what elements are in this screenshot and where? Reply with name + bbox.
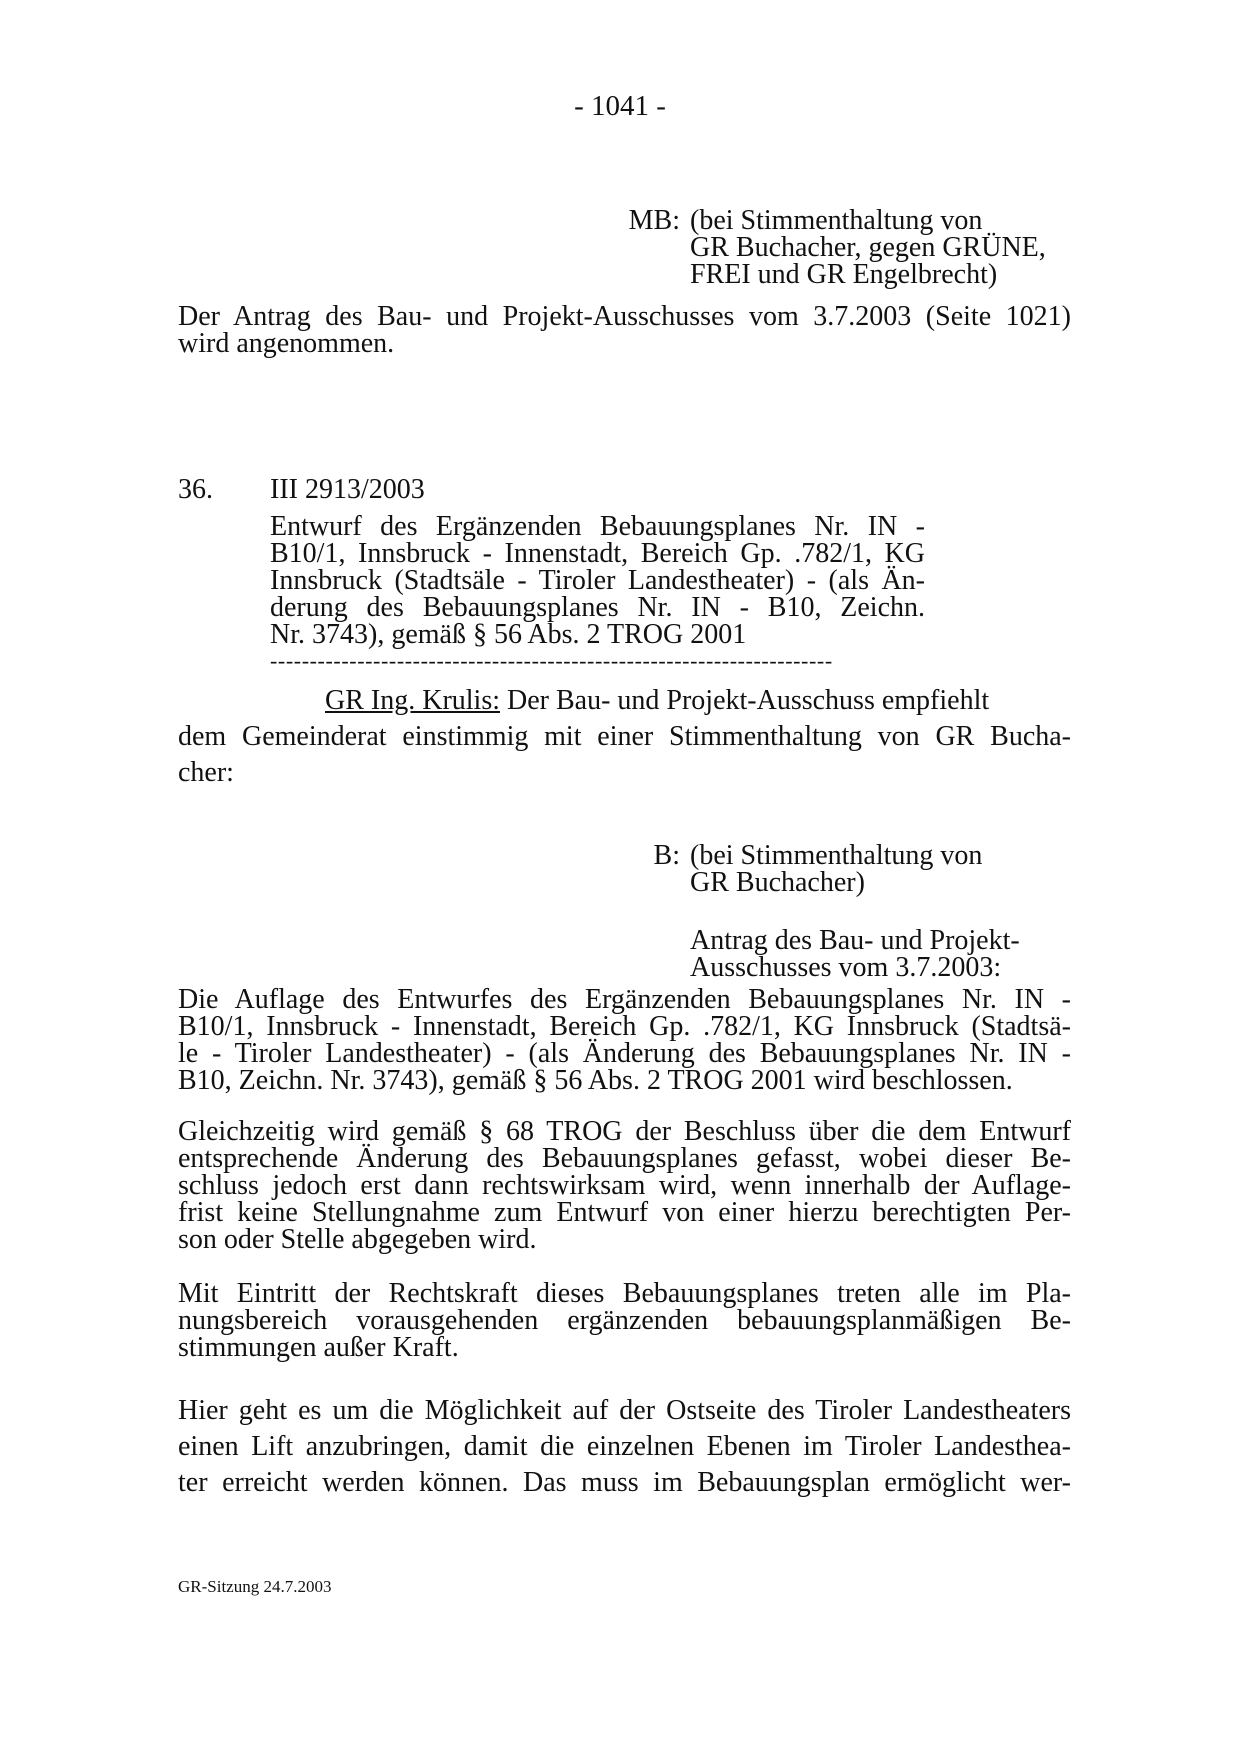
subject-line: Nr. 3743), gemäß § 56 Abs. 2 TROG 2001	[270, 619, 747, 650]
text-line: ter erreicht werden können. Das muss im Bebauungsplan ermöglicht wer-	[178, 1467, 1071, 1498]
speech-paragraph	[178, 1393, 1071, 1501]
text-line: frist keine Stellungnahme zum Entwurf von einer hierzu berechtigten Per-	[178, 1197, 1071, 1228]
vote-line: (bei Stimmenthaltung von	[690, 205, 983, 236]
page-number: - 1041 -	[574, 90, 666, 122]
vote-label-b: B:	[653, 840, 680, 871]
antrag-heading	[690, 927, 1020, 981]
statement-paragraph	[178, 683, 1071, 791]
text-line: Der Antrag des Bau- und Projekt-Ausschusses vom 3.7.2003 (Seite 1021)	[178, 301, 1071, 332]
text-line: entsprechende Änderung des Bebauungsplanes gefasst, wobei dieser Be-	[178, 1143, 1071, 1174]
text-line: Mit Eintritt der Rechtskraft dieses Bebauungsplanes treten alle im Pla-	[178, 1278, 1071, 1309]
subject-line: B10/1, Innsbruck - Innenstadt, Bereich Gp. .782/1, KG	[270, 538, 925, 569]
subject-line: derung des Bebauungsplanes Nr. IN - B10, Zeichn.	[270, 592, 925, 623]
text-line: le - Tiroler Landestheater) - (als Änderung des Bebauungsplanes Nr. IN -	[178, 1038, 1071, 1069]
vote-line: GR Buchacher)	[690, 867, 865, 898]
text-line: cher:	[178, 757, 234, 788]
subject-line: Innsbruck (Stadtsäle - Tiroler Landestheater) - (als Än-	[270, 565, 925, 596]
item-subject	[270, 513, 925, 648]
text-line: Gleichzeitig wird gemäß § 68 TROG der Beschluss über die dem Entwurf	[178, 1116, 1071, 1147]
text-line: Die Auflage des Entwurfes des Ergänzenden Bebauungsplanes Nr. IN -	[178, 984, 1071, 1015]
antrag-line: Antrag des Bau- und Projekt-	[690, 925, 1020, 956]
text-line: nungsbereich vorausgehenden ergänzenden bebauungsplanmäßigen Be-	[178, 1305, 1071, 1336]
text-line: wird angenommen.	[178, 328, 395, 359]
text-line: einen Lift anzubringen, damit die einzelnen Ebenen im Tiroler Landesthea-	[178, 1431, 1071, 1462]
vote-line: (bei Stimmenthaltung von	[690, 840, 983, 871]
vote-label-mb: MB:	[628, 205, 680, 236]
item-reference: III 2913/2003	[270, 474, 425, 505]
vote-lines-mb	[690, 207, 1046, 288]
text-line: B10/1, Innsbruck - Innenstadt, Bereich Gp. .782/1, KG Innsbruck (Stadtsä-	[178, 1011, 1071, 1042]
result-paragraph	[178, 303, 1071, 357]
text-line: dem Gemeinderat einstimmig mit einer Stimmenthaltung von GR Bucha-	[178, 721, 1071, 752]
text-line: Hier geht es um die Möglichkeit auf der Ostseite des Tiroler Landestheaters	[178, 1395, 1071, 1426]
vote-line: GR Buchacher, gegen GRÜNE,	[690, 232, 1046, 263]
speaker-name: GR Ing. Krulis:	[325, 685, 500, 716]
separator-line: -----------------------------------------------------------------------	[270, 648, 833, 673]
text-line: B10, Zeichn. Nr. 3743), gemäß § 56 Abs. 2 TROG 2001 wird beschlossen.	[178, 1065, 1013, 1096]
text-line: schluss jedoch erst dann rechtswirksam wird, wenn innerhalb der Auflage-	[178, 1170, 1071, 1201]
text-line: son oder Stelle abgegeben wird.	[178, 1224, 537, 1255]
subject-line: Entwurf des Ergänzenden Bebauungsplanes Nr. IN -	[270, 511, 925, 542]
statement-first-line	[178, 683, 1071, 719]
resolution-paragraph-2	[178, 1118, 1071, 1253]
text-line: stimmungen außer Kraft.	[178, 1332, 459, 1363]
vote-line: FREI und GR Engelbrecht)	[690, 259, 998, 290]
footer-session-date: GR-Sitzung 24.7.2003	[178, 1577, 332, 1596]
antrag-line: Ausschusses vom 3.7.2003:	[690, 952, 1002, 983]
statement-first-line-text: Der Bau- und Projekt-Ausschuss empfiehlt	[500, 685, 990, 716]
resolution-paragraph-3	[178, 1280, 1071, 1361]
vote-lines-b	[690, 842, 982, 896]
resolution-paragraph-1	[178, 986, 1071, 1094]
item-number: 36.	[178, 474, 213, 505]
